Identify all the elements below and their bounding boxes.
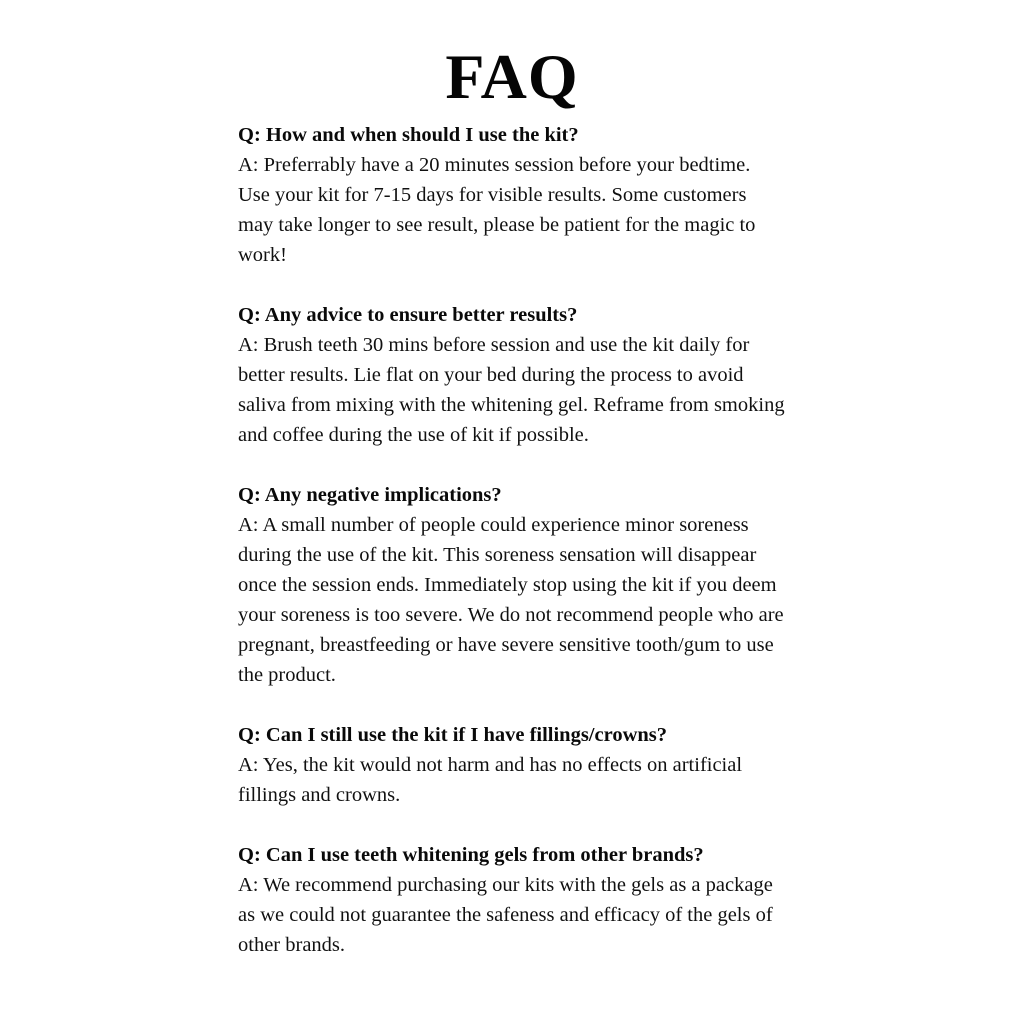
faq-question: Q: Any advice to ensure better results? bbox=[238, 304, 578, 327]
faq-answer: A: Brush teeth 30 mins before session and use the kit daily for better results. Lie flat on your bed during the process to avoid saliva from mixing with the whitening gel. Reframe from smoking and coffee during the use of kit if possible. bbox=[238, 334, 785, 447]
faq-question: Q: Can I still use the kit if I have fillings/crowns? bbox=[238, 724, 668, 747]
faq-item bbox=[238, 480, 786, 690]
page-title: FAQ bbox=[445, 41, 579, 112]
faq-answer: A: A small number of people could experience minor soreness during the use of the kit. This soreness sensation will disappear once the session ends. Immediately stop using the kit if you deem your soreness is too severe. We do not recommend people who are pregnant, breastfeeding or have severe sensitive tooth/gum to use the product. bbox=[238, 514, 784, 687]
faq-answer: A: Preferrably have a 20 minutes session before your bedtime. Use your kit for 7-15 days for visible results. Some customers may take longer to see result, please be patient for the magic to work! bbox=[238, 154, 756, 267]
faq-answer: A: We recommend purchasing our kits with the gels as a package as we could not guarantee the safeness and efficacy of the gels of other brands. bbox=[238, 874, 773, 957]
faq-item bbox=[238, 840, 786, 960]
faq-item bbox=[238, 720, 786, 810]
faq-question: Q: Any negative implications? bbox=[238, 484, 502, 507]
faq-content bbox=[238, 120, 786, 960]
faq-answer: A: Yes, the kit would not harm and has no effects on artificial fillings and crowns. bbox=[238, 754, 743, 807]
faq-item bbox=[238, 120, 786, 270]
faq-question: Q: Can I use teeth whitening gels from other brands? bbox=[238, 844, 704, 867]
faq-question: Q: How and when should I use the kit? bbox=[238, 124, 579, 147]
faq-item bbox=[238, 300, 786, 450]
